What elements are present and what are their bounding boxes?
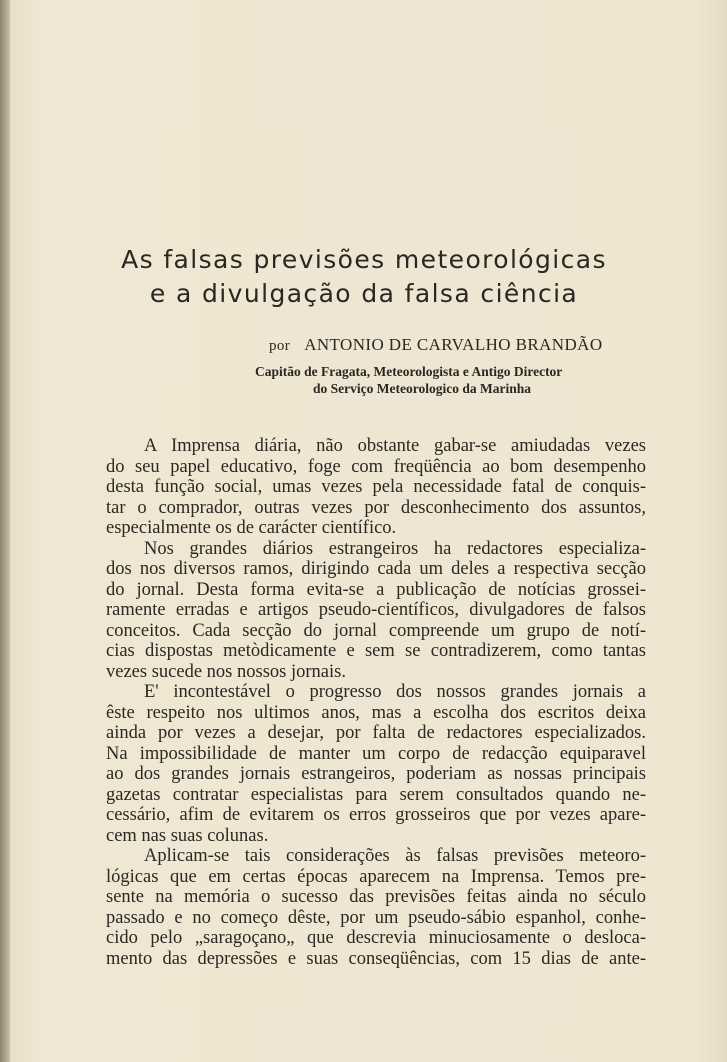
body-line: sente na memória o sucesso das previsões feitas ainda no século bbox=[106, 887, 646, 907]
body-line: ao dos grandes jornais estrangeiros, poderiam as nossas principais bbox=[106, 764, 646, 784]
body-line: ainda por vezes a desejar, por falta de redactores especializados. bbox=[106, 723, 646, 743]
body-line: especialmente os de carácter científico. bbox=[106, 518, 397, 538]
body-line: dos nos diversos ramos, dirigindo cada um deles a respectiva secção bbox=[106, 559, 646, 579]
body-line: Na impossibilidade de manter um corpo de redacção equiparavel bbox=[106, 743, 646, 764]
affiliation-line-1: Capitão de Fragata, Meteorologista e Antigo Director bbox=[255, 364, 563, 379]
article-title-line-1: As falsas previsões meteorológicas bbox=[121, 245, 607, 274]
body-line: desta função social, umas vezes pela necessidade fatal de conquis- bbox=[106, 477, 646, 497]
body-line: lógicas que em certas épocas aparecem na Imprensa. Temos pre- bbox=[106, 866, 646, 887]
article-title bbox=[60, 243, 668, 311]
body-line: mento das depressões e suas conseqüências, com 15 dias de ante- bbox=[106, 948, 646, 969]
byline bbox=[269, 335, 603, 355]
body-line: cem nas suas colunas. bbox=[106, 825, 269, 846]
body-line: êste respeito nos ultimos anos, mas a escolha dos escritos deixa bbox=[106, 702, 646, 723]
author-name: ANTONIO DE CARVALHO BRANDÃO bbox=[304, 335, 603, 354]
page-binding-edge bbox=[0, 0, 10, 1062]
article-title-line-2: e a divulgação da falsa ciência bbox=[149, 279, 579, 308]
body-line: cias dispostas metòdicamente e sem se contradizerem, como tantas bbox=[106, 641, 646, 661]
body-line: conceitos. Cada secção do jornal compreende um grupo de notí- bbox=[106, 620, 646, 641]
body-line: tar o comprador, outras vezes por desconhecimento dos assuntos, bbox=[106, 497, 646, 518]
body-line: do seu papel educativo, foge com freqüência ao bom desempenho bbox=[106, 456, 646, 477]
body-line: Nos grandes diários estrangeiros ha redactores especializa- bbox=[144, 538, 646, 559]
body-line: Aplicam-se tais considerações às falsas previsões meteoro- bbox=[144, 846, 646, 866]
body-line: vezes sucede nos nossos jornais. bbox=[106, 661, 346, 682]
body-line: gazetas contratar especialistas para serem consultados quando ne- bbox=[106, 784, 646, 805]
body-line: ramente erradas e artigos pseudo-científicos, divulgadores de falsos bbox=[106, 600, 646, 620]
body-line: A Imprensa diária, não obstante gabar-se amiudadas vezes bbox=[144, 436, 646, 456]
article-body bbox=[106, 436, 646, 969]
body-line: cido pelo „saragoçano„ que descrevia minuciosamente o desloca- bbox=[106, 928, 646, 948]
author-affiliation bbox=[255, 363, 645, 397]
body-line: E' incontestável o progresso dos nossos grandes jornais a bbox=[144, 682, 646, 702]
body-line: cessário, afim de evitarem os erros grosseiros que por vezes apare- bbox=[106, 805, 646, 825]
byline-prefix: por bbox=[269, 338, 291, 354]
body-line: do jornal. Desta forma evita-se a publicação de notícias grossei- bbox=[106, 579, 646, 600]
body-line: passado e no começo dêste, por um pseudo-sábio espanhol, conhe- bbox=[106, 907, 646, 928]
affiliation-line-2: do Serviço Meteorologico da Marinha bbox=[313, 381, 531, 396]
